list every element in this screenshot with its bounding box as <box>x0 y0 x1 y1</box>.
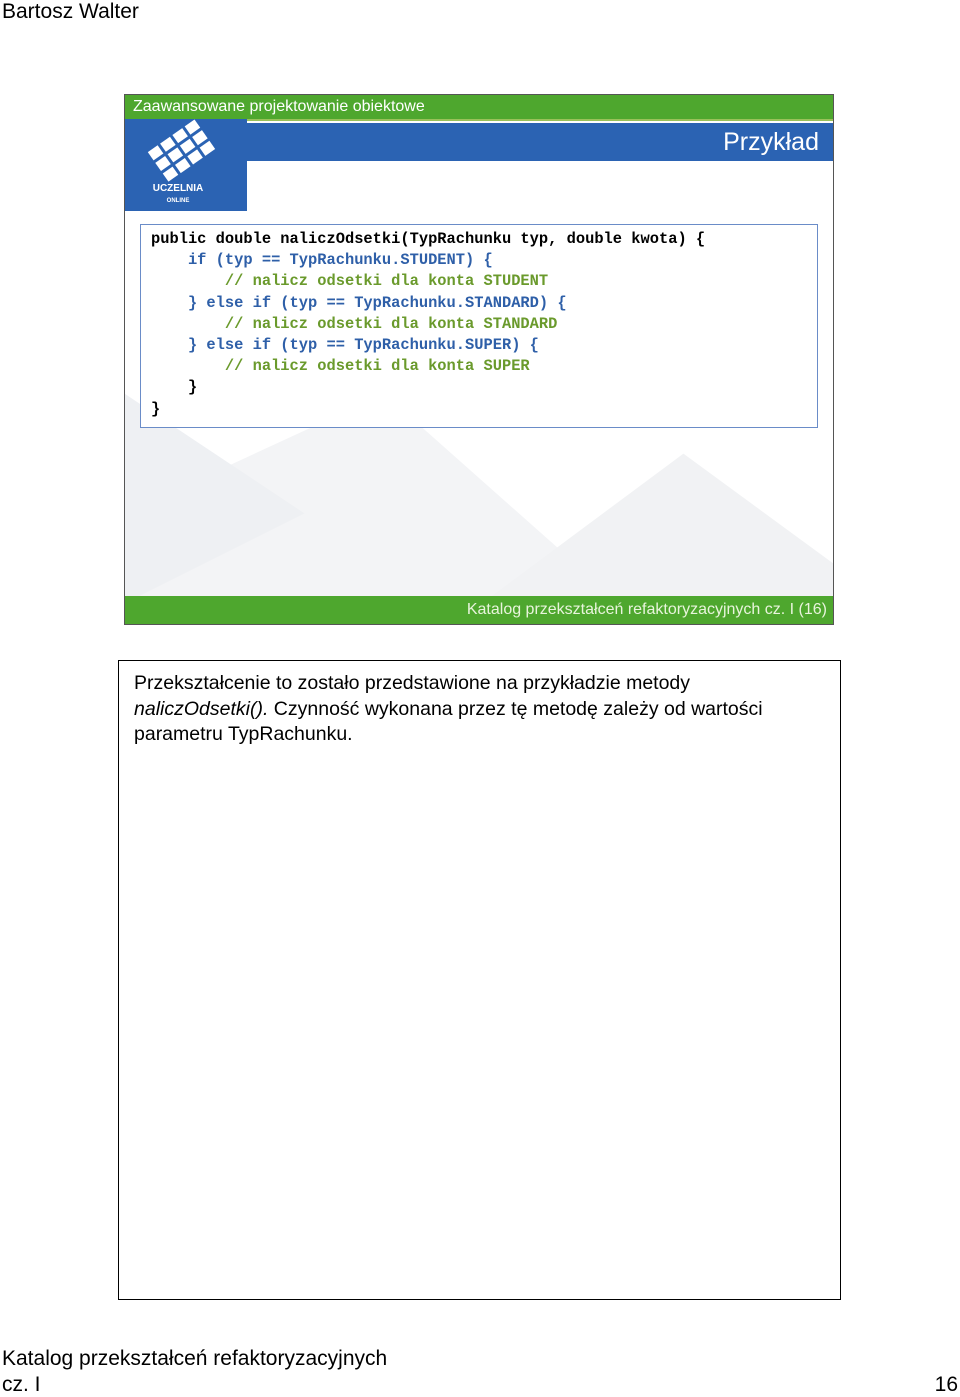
page-number: 16 <box>934 1373 958 1396</box>
uczelnia-online-logo <box>125 119 247 211</box>
logo-text-online: ONLINE <box>166 198 190 204</box>
code-line-3: // nalicz odsetki dla konta STUDENT <box>151 272 549 291</box>
notes-line-2: Czynność wykonana przez tę metodę zależy od wartości <box>268 697 763 720</box>
slide-title: Przykład <box>723 128 819 156</box>
notes-box <box>118 660 841 1300</box>
code-line-7: // nalicz odsetki dla konta SUPER <box>151 357 530 376</box>
code-line-1: public double naliczOdsetki(TypRachunku typ, double kwota) { <box>151 230 706 248</box>
logo-text-uczelnia: UCZELNIA <box>152 183 204 194</box>
slide-footer-text: Katalog przekształceń refaktoryzacyjnych cz. I (16) <box>466 601 827 618</box>
code-line-6: } else if (typ == TypRachunku.SUPER) { <box>151 336 539 355</box>
notes-method-name: naliczOdsetki(). <box>134 697 269 720</box>
slide <box>124 94 834 625</box>
notes-line-1: Przekształcenie to zostało przedstawione na przykładzie metody <box>134 672 691 694</box>
slide-title-bar <box>247 123 833 161</box>
code-line-5: // nalicz odsetki dla konta STANDARD <box>151 314 558 333</box>
page-footer-part: cz. I <box>2 1373 41 1396</box>
slide-footer <box>125 596 833 624</box>
page-footer-title: Katalog przekształceń refaktoryzacyjnych <box>2 1347 388 1370</box>
notes-line-3: parametru TypRachunku. <box>134 723 353 745</box>
code-line-4: } else if (typ == TypRachunku.STANDARD) { <box>151 293 567 312</box>
code-line-2: if (typ == TypRachunku.STUDENT) { <box>151 251 493 270</box>
code-block <box>140 224 818 428</box>
code-line-8: } <box>151 378 198 397</box>
page-author: Bartosz Walter <box>2 0 139 23</box>
code-line-9: } <box>151 399 161 418</box>
slide-header: Zaawansowane projektowanie obiektowe <box>125 95 833 119</box>
